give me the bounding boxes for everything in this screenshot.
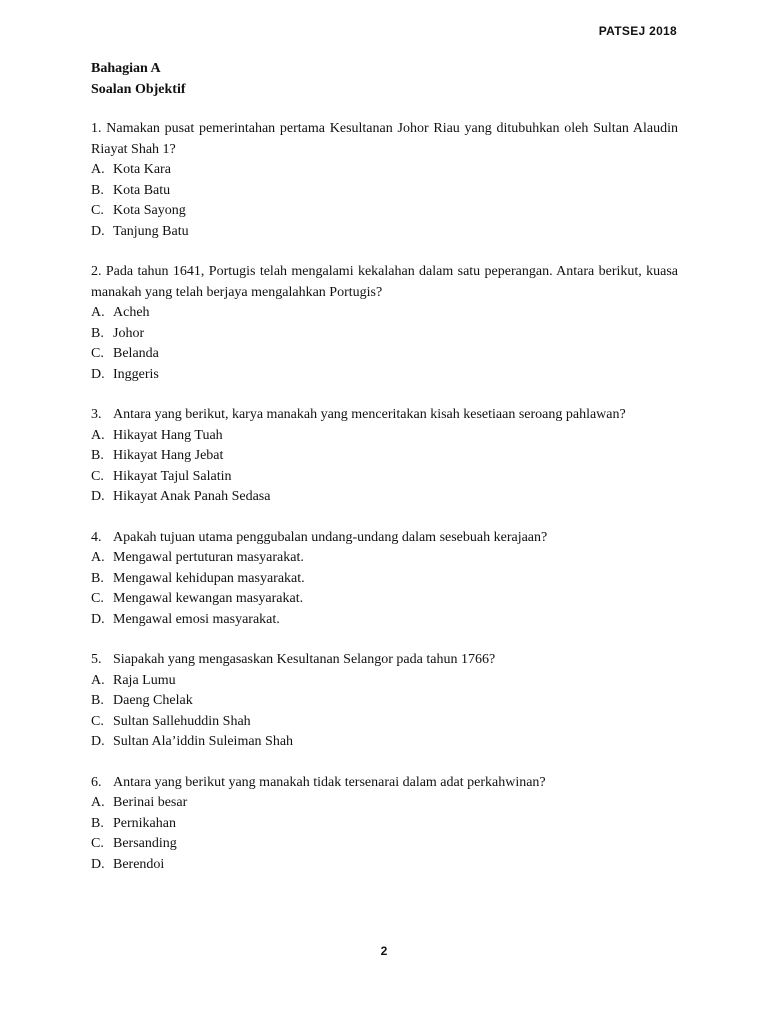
question-stem [91, 650, 678, 671]
option-b [91, 569, 678, 590]
question-stem [91, 405, 678, 426]
option-letter: A. [91, 550, 105, 565]
option-text: Berinai besar [113, 795, 188, 810]
question-stem [91, 119, 678, 160]
option-text: Raja Lumu [113, 672, 176, 688]
option-text: Kota Sayong [113, 203, 186, 218]
option-letter: D. [91, 734, 105, 749]
option-letter: B. [91, 325, 104, 341]
option-text: Mengawal kewangan masyarakat. [113, 591, 304, 606]
option-letter: A. [91, 672, 105, 688]
option-text: Tanjung Batu [113, 223, 189, 239]
option-text: Sultan Ala’iddin Suleiman Shah [113, 734, 294, 749]
option-text: Daeng Chelak [113, 693, 193, 708]
option-letter: B. [91, 570, 104, 586]
option-letter: D. [91, 611, 105, 627]
option-letter: D. [91, 489, 105, 504]
question-text: Namakan pusat pemerintahan pertama Kesultanan Johor Riau yang ditubuhkan oleh Sultan Alaudin Riayat Shah 1? [91, 121, 679, 157]
option-b [91, 691, 678, 712]
option-letter: A. [91, 427, 105, 443]
option-text: Hikayat Tajul Salatin [113, 468, 232, 484]
option-text: Kota Batu [113, 182, 171, 198]
option-d [91, 610, 678, 631]
option-c [91, 589, 678, 610]
option-d [91, 365, 678, 386]
option-letter: C. [91, 346, 104, 361]
page-content [91, 58, 678, 875]
option-letter: C. [91, 836, 104, 851]
question-4 [91, 528, 678, 631]
option-a [91, 793, 678, 814]
option-letter: D. [91, 223, 105, 239]
option-a [91, 160, 678, 181]
option-c [91, 834, 678, 855]
option-letter: A. [91, 795, 105, 810]
question-number: 3. [91, 407, 102, 422]
option-c [91, 201, 678, 222]
option-text: Berendoi [113, 856, 165, 872]
question-number: 6. [91, 774, 102, 790]
question-number: 1. [91, 121, 102, 136]
option-b [91, 181, 678, 202]
option-text: Hikayat Hang Tuah [113, 427, 223, 443]
option-d [91, 222, 678, 243]
option-c [91, 344, 678, 365]
question-text: Antara yang berikut, karya manakah yang menceritakan kisah kesetiaan seroang pahlawan? [113, 407, 626, 422]
option-letter: C. [91, 203, 104, 218]
question-5 [91, 650, 678, 753]
option-c [91, 467, 678, 488]
header-code: PATSEJ 2018 [598, 24, 677, 38]
question-1 [91, 119, 678, 242]
question-3 [91, 405, 678, 508]
question-text: Siapakah yang mengasaskan Kesultanan Selangor pada tahun 1766? [113, 652, 496, 667]
option-letter: C. [91, 591, 104, 606]
option-a [91, 303, 678, 324]
option-a [91, 426, 678, 447]
option-text: Belanda [113, 346, 159, 361]
option-d [91, 732, 678, 753]
question-stem [91, 262, 678, 303]
option-letter: D. [91, 856, 105, 872]
question-text: Antara yang berikut yang manakah tidak tersenarai dalam adat perkahwinan? [113, 774, 546, 790]
option-a [91, 548, 678, 569]
option-text: Mengawal kehidupan masyarakat. [113, 570, 305, 586]
question-text: Apakah tujuan utama penggubalan undang-undang dalam sesebuah kerajaan? [113, 529, 548, 545]
section-subtitle: Soalan Objektif [91, 82, 186, 97]
question-2 [91, 262, 678, 385]
option-text: Bersanding [113, 836, 177, 851]
option-text: Inggeris [113, 366, 159, 382]
question-6 [91, 773, 678, 876]
option-letter: A. [91, 162, 105, 177]
option-letter: B. [91, 693, 104, 708]
option-letter: D. [91, 366, 105, 382]
option-letter: C. [91, 713, 104, 729]
option-text: Sultan Sallehuddin Shah [113, 713, 251, 729]
option-letter: B. [91, 448, 104, 463]
option-text: Mengawal emosi masyarakat. [113, 611, 280, 627]
option-c [91, 712, 678, 733]
option-b [91, 324, 678, 345]
option-text: Kota Kara [113, 162, 171, 177]
option-letter: A. [91, 305, 105, 320]
option-text: Acheh [113, 305, 150, 320]
question-text: Pada tahun 1641, Portugis telah mengalami kekalahan dalam satu peperangan. Antara berikut, kuasa manakah yang telah berjaya mengalahkan Portugis? [91, 264, 679, 300]
question-number: 2. [91, 264, 102, 279]
option-letter: C. [91, 468, 104, 484]
question-stem [91, 528, 678, 549]
option-letter: B. [91, 182, 104, 198]
option-b [91, 814, 678, 835]
question-number: 5. [91, 652, 102, 667]
option-d [91, 855, 678, 876]
option-letter: B. [91, 815, 104, 831]
option-b [91, 446, 678, 467]
option-d [91, 487, 678, 508]
option-text: Hikayat Anak Panah Sedasa [113, 489, 271, 504]
option-text: Hikayat Hang Jebat [113, 448, 224, 463]
option-text: Johor [113, 325, 145, 341]
option-text: Mengawal pertuturan masyarakat. [113, 550, 304, 565]
option-text: Pernikahan [113, 815, 176, 831]
question-stem [91, 773, 678, 794]
page-number: 2 [380, 944, 388, 958]
option-a [91, 671, 678, 692]
section-title: Bahagian A [91, 61, 161, 76]
question-number: 4. [91, 529, 102, 545]
